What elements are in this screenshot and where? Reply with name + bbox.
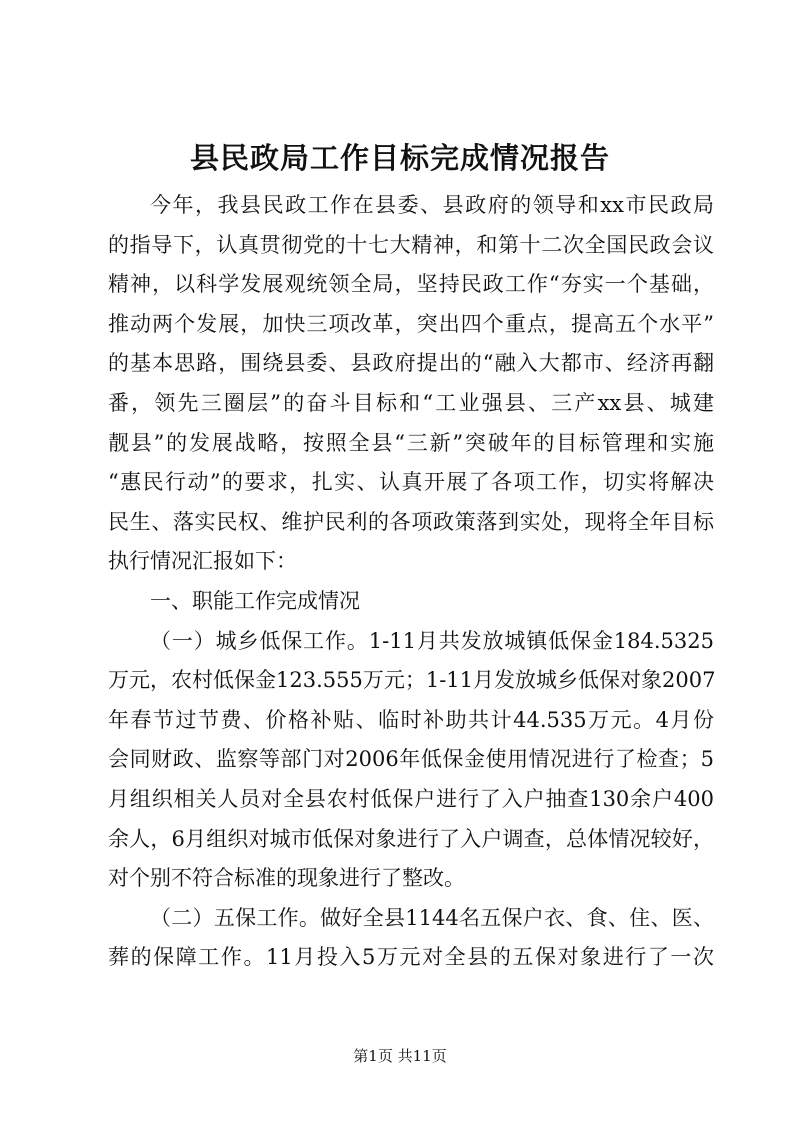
paragraph-line: 年春节过节费、价格补贴、临时补助共计44.535万元。4月份 bbox=[108, 707, 714, 732]
paragraph-line: 推动两个发展，加快三项改革，突出四个重点，提高五个水平” bbox=[108, 311, 714, 336]
paragraph-line: 的指导下，认真贯彻党的十七大精神，和第十二次全国民政会议 bbox=[108, 232, 714, 257]
document-title: 县民政局工作目标完成情况报告 bbox=[189, 141, 610, 175]
paragraph-line: “惠民行动”的要求，扎实、认真开展了各项工作，切实将解决 bbox=[108, 470, 714, 495]
paragraph-line: 对个别不符合标准的现象进行了整改。 bbox=[108, 866, 465, 891]
paragraph-line: 番，领先三圈层”的奋斗目标和“工业强县、三产xx县、城建 bbox=[108, 390, 714, 415]
paragraph-line: （一）城乡低保工作。1-11月共发放城镇低保金184.5325 bbox=[150, 628, 714, 653]
paragraph-line: 余人，6月组织对城市低保对象进行了入户调查，总体情况较好， bbox=[108, 826, 714, 851]
section-heading: 一、职能工作完成情况 bbox=[150, 588, 360, 613]
paragraph-line: 月组织相关人员对全县农村低保户进行了入户抽查130余户400 bbox=[108, 786, 714, 811]
paragraph-line: 执行情况汇报如下： bbox=[108, 549, 297, 574]
paragraph-line: （二）五保工作。做好全县1144名五保户衣、食、住、医、 bbox=[150, 905, 714, 930]
paragraph-line: 万元，农村低保金123.555万元；1-11月发放城乡低保对象2007 bbox=[108, 668, 716, 693]
document-body bbox=[108, 186, 714, 978]
paragraph-line: 的基本思路，围绕县委、县政府提出的“融入大都市、经济再翻 bbox=[108, 351, 714, 376]
paragraph-line: 今年，我县民政工作在县委、县政府的领导和xx市民政局 bbox=[150, 193, 714, 217]
paragraph-line: 民生、落实民权、维护民利的各项政策落到实处，现将全年目标 bbox=[108, 509, 714, 534]
paragraph-line: 葬的保障工作。11月投入5万元对全县的五保对象进行了一次 bbox=[108, 945, 714, 970]
paragraph-line: 靓县”的发展战略，按照全县“三新”突破年的目标管理和实施 bbox=[108, 430, 714, 455]
paragraph-line: 会同财政、监察等部门对2006年低保金使用情况进行了检查；5 bbox=[108, 747, 714, 772]
paragraph-line: 精神，以科学发展观统领全局，坚持民政工作“夯实一个基础， bbox=[108, 272, 714, 297]
page-footer: 第1页 共11页 bbox=[353, 1047, 447, 1065]
